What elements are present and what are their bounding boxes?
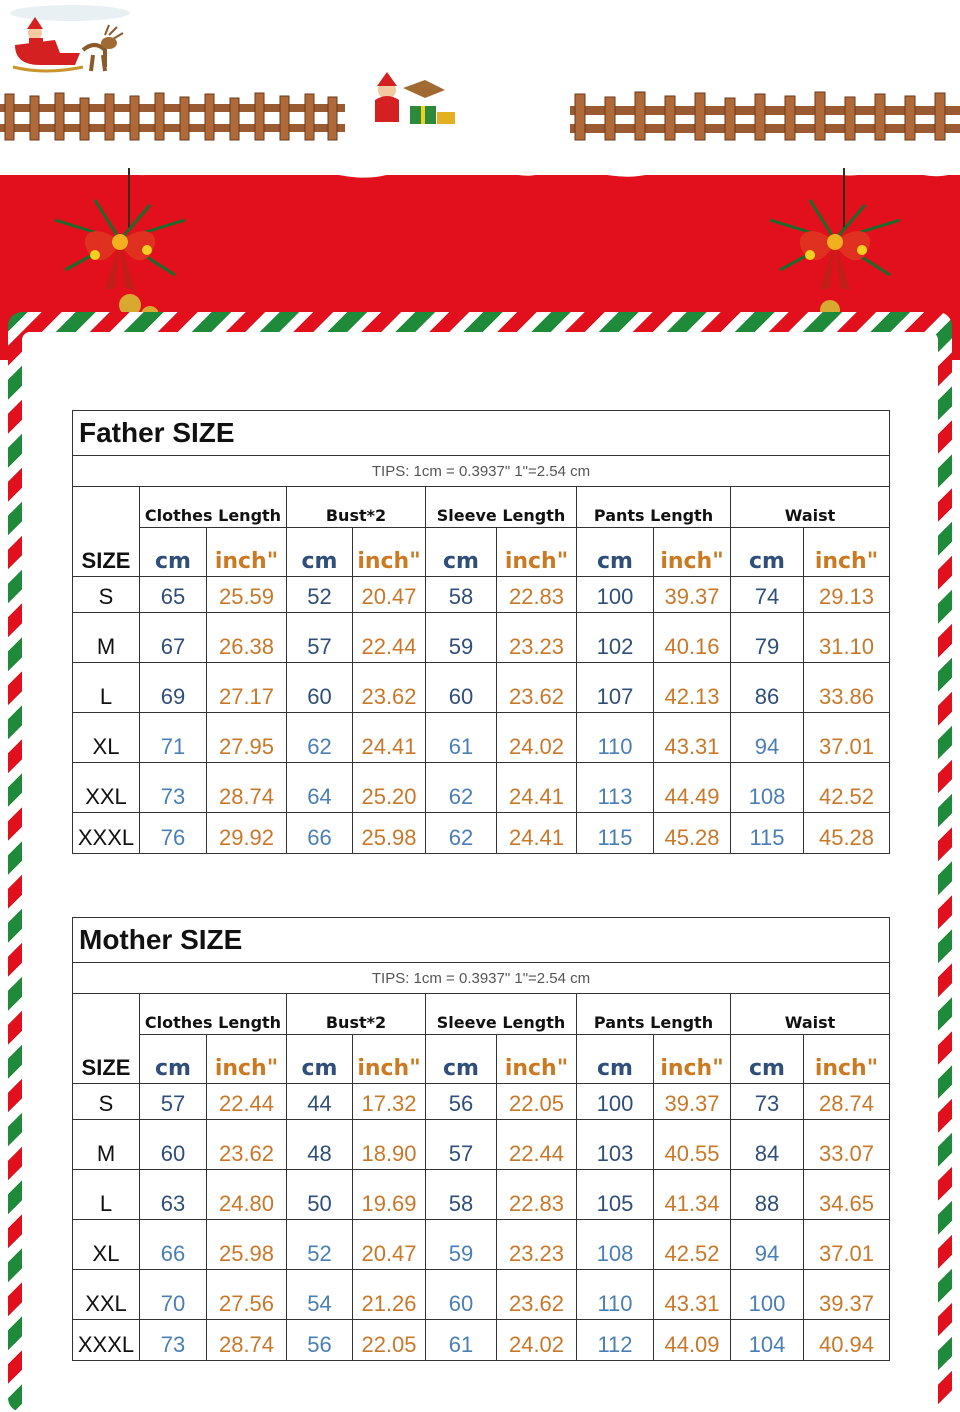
cm-value: 56	[426, 1084, 497, 1120]
unit-inch: inch"	[207, 1035, 287, 1084]
cm-value: 103	[577, 1120, 654, 1170]
unit-cm: cm	[426, 528, 497, 577]
cm-value: 60	[426, 663, 497, 713]
cm-value: 52	[287, 577, 353, 613]
inch-value: 24.41	[353, 713, 426, 763]
cm-value: 60	[426, 1270, 497, 1320]
inch-value: 23.62	[207, 1120, 287, 1170]
size-label: XXXL	[73, 1320, 140, 1361]
inch-value: 34.65	[804, 1170, 890, 1220]
cm-value: 100	[577, 577, 654, 613]
inch-value: 33.07	[804, 1120, 890, 1170]
group-bust: Bust*2	[287, 487, 426, 528]
inch-value: 42.13	[654, 663, 731, 713]
cm-value: 110	[577, 713, 654, 763]
size-label: XXL	[73, 1270, 140, 1320]
inch-value: 23.62	[497, 1270, 577, 1320]
group-clothes-length: Clothes Length	[140, 994, 287, 1035]
size-label: XXXL	[73, 813, 140, 854]
table-row	[73, 1270, 890, 1320]
inch-value: 25.98	[207, 1220, 287, 1270]
size-column-header: SIZE	[73, 528, 140, 577]
christmas-bow-ornament-icon	[750, 160, 920, 330]
cm-value: 100	[731, 1270, 804, 1320]
cm-value: 88	[731, 1170, 804, 1220]
cm-value: 76	[140, 813, 207, 854]
cm-value: 62	[287, 713, 353, 763]
table-title: Mother SIZE	[73, 918, 890, 963]
cm-value: 105	[577, 1170, 654, 1220]
cm-value: 52	[287, 1220, 353, 1270]
unit-cm: cm	[577, 1035, 654, 1084]
inch-value: 40.16	[654, 613, 731, 663]
group-bust: Bust*2	[287, 994, 426, 1035]
size-label: M	[73, 1120, 140, 1170]
inch-value: 22.05	[353, 1320, 426, 1361]
mother-rows	[73, 1084, 890, 1361]
inch-value: 24.02	[497, 1320, 577, 1361]
unit-cm: cm	[577, 528, 654, 577]
cm-value: 115	[731, 813, 804, 854]
cm-value: 56	[287, 1320, 353, 1361]
inch-value: 17.32	[353, 1084, 426, 1120]
inch-value: 39.37	[654, 1084, 731, 1120]
cm-value: 79	[731, 613, 804, 663]
inch-value: 25.98	[353, 813, 426, 854]
cm-value: 74	[731, 577, 804, 613]
unit-inch: inch"	[804, 1035, 890, 1084]
unit-cm: cm	[287, 1035, 353, 1084]
conversion-tips: TIPS: 1cm = 0.3937" 1"=2.54 cm	[73, 456, 890, 487]
inch-value: 28.74	[207, 763, 287, 813]
inch-value: 28.74	[804, 1084, 890, 1120]
table-row	[73, 1120, 890, 1170]
inch-value: 23.23	[497, 1220, 577, 1270]
santa-sleigh-icon	[5, 5, 135, 80]
unit-inch: inch"	[207, 528, 287, 577]
inch-value: 25.59	[207, 577, 287, 613]
cm-value: 64	[287, 763, 353, 813]
group-pants-length: Pants Length	[577, 487, 731, 528]
inch-value: 25.20	[353, 763, 426, 813]
inch-value: 22.44	[353, 613, 426, 663]
inch-value: 21.26	[353, 1270, 426, 1320]
inch-value: 23.62	[497, 663, 577, 713]
cm-value: 57	[287, 613, 353, 663]
cm-value: 84	[731, 1120, 804, 1170]
group-pants-length: Pants Length	[577, 994, 731, 1035]
father-size-table	[72, 410, 890, 854]
table-row	[73, 813, 890, 854]
inch-value: 29.13	[804, 577, 890, 613]
table-row	[73, 1320, 890, 1361]
cm-value: 108	[731, 763, 804, 813]
inch-value: 42.52	[654, 1220, 731, 1270]
inch-value: 39.37	[654, 577, 731, 613]
inch-value: 22.83	[497, 577, 577, 613]
inch-value: 42.52	[804, 763, 890, 813]
cm-value: 70	[140, 1270, 207, 1320]
unit-inch: inch"	[497, 528, 577, 577]
blank-header-cell	[73, 487, 140, 528]
group-waist: Waist	[731, 994, 890, 1035]
inch-value: 27.17	[207, 663, 287, 713]
inch-value: 43.31	[654, 713, 731, 763]
cm-value: 100	[577, 1084, 654, 1120]
table-row	[73, 763, 890, 813]
cm-value: 63	[140, 1170, 207, 1220]
conversion-tips: TIPS: 1cm = 0.3937" 1"=2.54 cm	[73, 963, 890, 994]
cm-value: 110	[577, 1270, 654, 1320]
cm-value: 59	[426, 1220, 497, 1270]
group-sleeve-length: Sleeve Length	[426, 994, 577, 1035]
table-row	[73, 663, 890, 713]
group-waist: Waist	[731, 487, 890, 528]
size-label: XL	[73, 1220, 140, 1270]
cm-value: 66	[287, 813, 353, 854]
cm-value: 62	[426, 813, 497, 854]
cm-value: 86	[731, 663, 804, 713]
unit-cm: cm	[140, 1035, 207, 1084]
cm-value: 48	[287, 1120, 353, 1170]
inch-value: 22.44	[207, 1084, 287, 1120]
inch-value: 19.69	[353, 1170, 426, 1220]
cm-value: 44	[287, 1084, 353, 1120]
inch-value: 45.28	[654, 813, 731, 854]
size-label: S	[73, 577, 140, 613]
inch-value: 23.23	[497, 613, 577, 663]
table-title: Father SIZE	[73, 411, 890, 456]
cm-value: 67	[140, 613, 207, 663]
unit-inch: inch"	[654, 528, 731, 577]
group-clothes-length: Clothes Length	[140, 487, 287, 528]
inch-value: 29.92	[207, 813, 287, 854]
inch-value: 27.56	[207, 1270, 287, 1320]
cm-value: 50	[287, 1170, 353, 1220]
table-row	[73, 713, 890, 763]
inch-value: 44.09	[654, 1320, 731, 1361]
inch-value: 28.74	[207, 1320, 287, 1361]
cm-value: 73	[731, 1084, 804, 1120]
inch-value: 20.47	[353, 1220, 426, 1270]
inch-value: 22.83	[497, 1170, 577, 1220]
size-label: S	[73, 1084, 140, 1120]
inch-value: 24.41	[497, 813, 577, 854]
cm-value: 57	[426, 1120, 497, 1170]
size-label: XXL	[73, 763, 140, 813]
cm-value: 94	[731, 713, 804, 763]
table-row	[73, 577, 890, 613]
inch-value: 40.94	[804, 1320, 890, 1361]
cm-value: 58	[426, 577, 497, 613]
cm-value: 60	[287, 663, 353, 713]
inch-value: 31.10	[804, 613, 890, 663]
inch-value: 43.31	[654, 1270, 731, 1320]
cm-value: 104	[731, 1320, 804, 1361]
wooden-fence-left	[0, 90, 345, 150]
unit-cm: cm	[426, 1035, 497, 1084]
unit-cm: cm	[287, 528, 353, 577]
inch-value: 33.86	[804, 663, 890, 713]
cm-value: 69	[140, 663, 207, 713]
inch-value: 37.01	[804, 1220, 890, 1270]
inch-value: 40.55	[654, 1120, 731, 1170]
cm-value: 94	[731, 1220, 804, 1270]
cm-value: 59	[426, 613, 497, 663]
inch-value: 22.44	[497, 1120, 577, 1170]
size-label: M	[73, 613, 140, 663]
cm-value: 65	[140, 577, 207, 613]
inch-value: 37.01	[804, 713, 890, 763]
cm-value: 108	[577, 1220, 654, 1270]
cm-value: 115	[577, 813, 654, 854]
unit-cm: cm	[140, 528, 207, 577]
cm-value: 61	[426, 1320, 497, 1361]
inch-value: 22.05	[497, 1084, 577, 1120]
inch-value: 20.47	[353, 577, 426, 613]
unit-cm: cm	[731, 1035, 804, 1084]
size-column-header: SIZE	[73, 1035, 140, 1084]
cm-value: 66	[140, 1220, 207, 1270]
cm-value: 60	[140, 1120, 207, 1170]
inch-value: 18.90	[353, 1120, 426, 1170]
inch-value: 23.62	[353, 663, 426, 713]
table-row	[73, 1220, 890, 1270]
group-sleeve-length: Sleeve Length	[426, 487, 577, 528]
unit-inch: inch"	[804, 528, 890, 577]
cm-value: 58	[426, 1170, 497, 1220]
cm-value: 71	[140, 713, 207, 763]
unit-cm: cm	[731, 528, 804, 577]
wooden-fence-right	[570, 90, 960, 150]
unit-inch: inch"	[654, 1035, 731, 1084]
inch-value: 44.49	[654, 763, 731, 813]
table-row	[73, 613, 890, 663]
cm-value: 54	[287, 1270, 353, 1320]
cm-value: 73	[140, 763, 207, 813]
cm-value: 102	[577, 613, 654, 663]
cm-value: 113	[577, 763, 654, 813]
inch-value: 26.38	[207, 613, 287, 663]
table-row	[73, 1084, 890, 1120]
cm-value: 57	[140, 1084, 207, 1120]
cm-value: 62	[426, 763, 497, 813]
santa-gift-icon	[365, 70, 465, 130]
size-label: L	[73, 663, 140, 713]
unit-inch: inch"	[353, 528, 426, 577]
inch-value: 27.95	[207, 713, 287, 763]
father-rows	[73, 577, 890, 854]
size-label: L	[73, 1170, 140, 1220]
inch-value: 24.41	[497, 763, 577, 813]
cm-value: 61	[426, 713, 497, 763]
cm-value: 112	[577, 1320, 654, 1361]
cm-value: 73	[140, 1320, 207, 1361]
mother-size-table	[72, 917, 890, 1361]
table-row	[73, 1170, 890, 1220]
inch-value: 24.02	[497, 713, 577, 763]
blank-header-cell	[73, 994, 140, 1035]
cm-value: 107	[577, 663, 654, 713]
size-label: XL	[73, 713, 140, 763]
unit-inch: inch"	[353, 1035, 426, 1084]
inch-value: 45.28	[804, 813, 890, 854]
inch-value: 39.37	[804, 1270, 890, 1320]
inch-value: 41.34	[654, 1170, 731, 1220]
inch-value: 24.80	[207, 1170, 287, 1220]
unit-inch: inch"	[497, 1035, 577, 1084]
